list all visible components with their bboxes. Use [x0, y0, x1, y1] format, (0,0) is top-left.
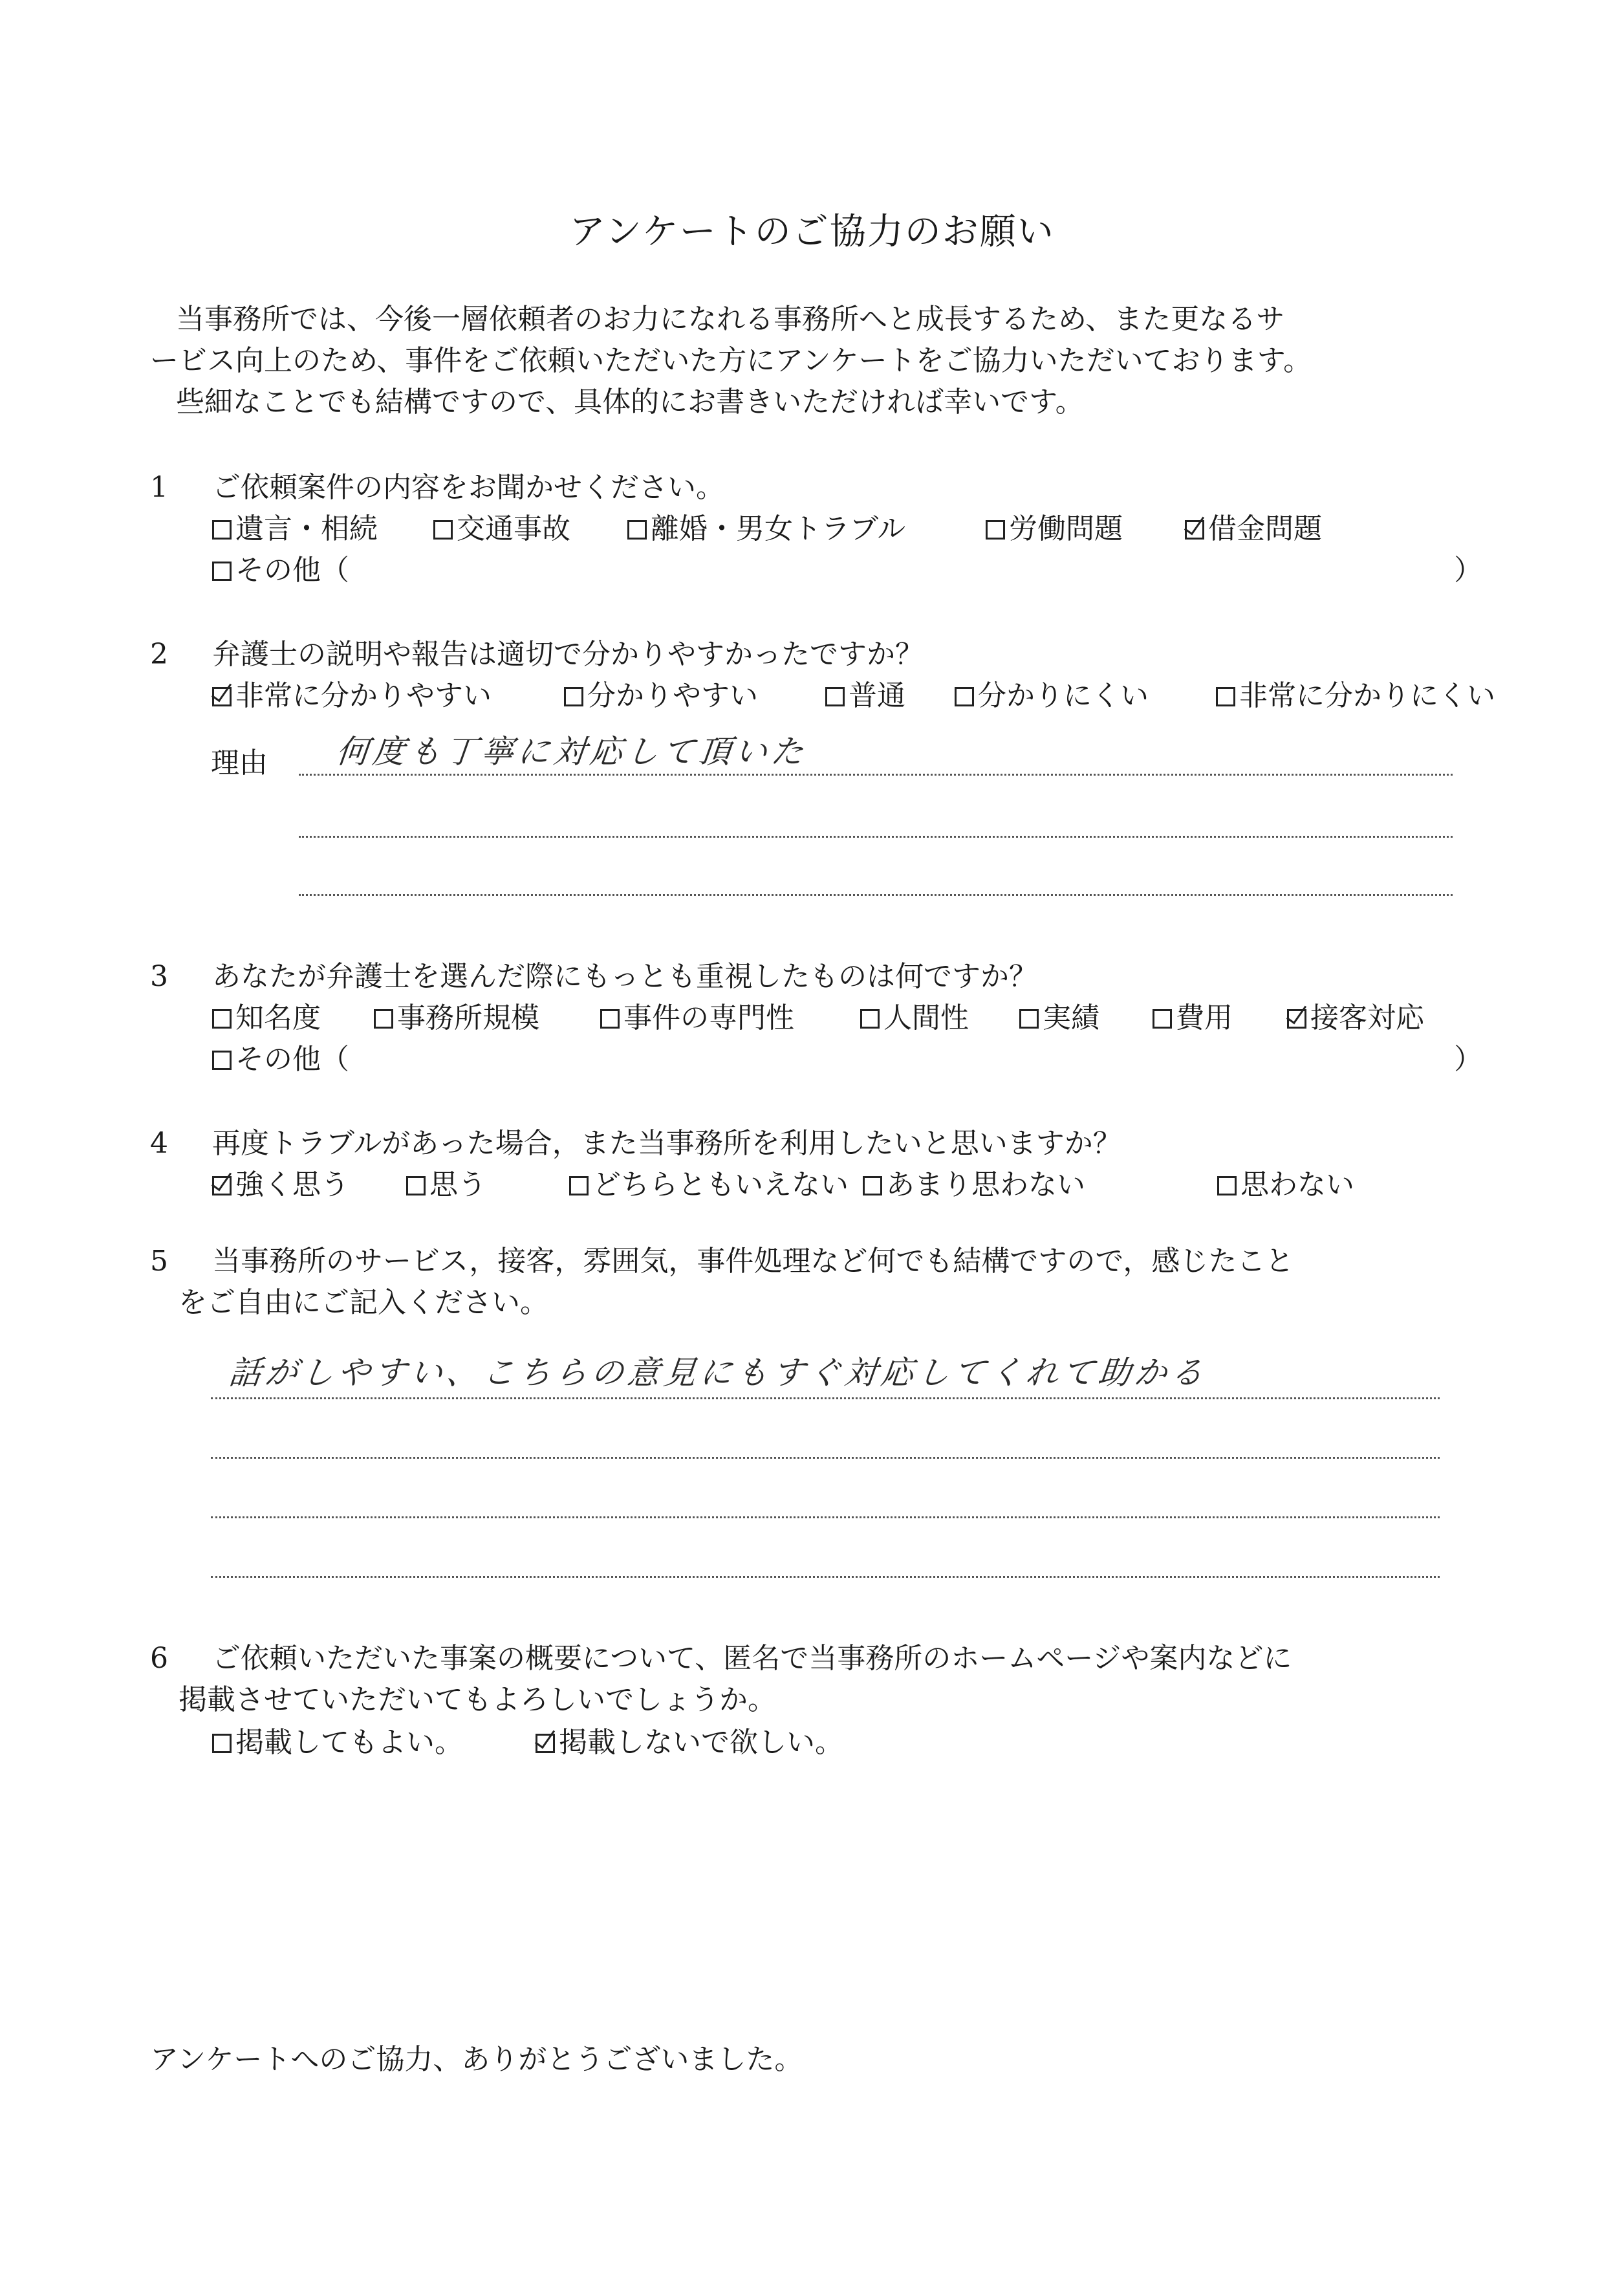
question-text: ご依頼案件の内容をお聞かせください。: [212, 471, 724, 504]
option-label: 事件の専門性: [623, 1001, 794, 1034]
intro-paragraph: [150, 299, 1495, 422]
option-firm-size[interactable]: [374, 998, 539, 1039]
handwritten-reason: 何度も丁寧に対応して頂いた: [334, 733, 810, 770]
option-personality[interactable]: [860, 998, 969, 1039]
question-number: 6: [150, 1642, 168, 1675]
checkbox-icon[interactable]: [986, 520, 1005, 540]
checked-checkbox-icon[interactable]: [212, 1176, 232, 1195]
checked-checkbox-icon[interactable]: [212, 687, 232, 706]
checkbox-icon[interactable]: [406, 1176, 426, 1195]
checked-checkbox-icon[interactable]: [536, 1734, 555, 1753]
comment-line-1[interactable]: [211, 1397, 1440, 1399]
reason-line-1[interactable]: [299, 774, 1453, 776]
question-number: 5: [150, 1245, 168, 1278]
option-label: 人間性: [883, 1001, 969, 1034]
option-label: 普通: [849, 679, 905, 712]
checkbox-icon[interactable]: [212, 1734, 232, 1753]
reason-line-2[interactable]: [299, 836, 1453, 838]
comment-line-4[interactable]: [211, 1576, 1440, 1578]
option-label: 離婚・男女トラブル: [651, 512, 906, 545]
option-normal[interactable]: [825, 675, 905, 717]
checkbox-icon[interactable]: [212, 520, 232, 540]
option-other[interactable]: [212, 1039, 349, 1080]
option-label: 事務所規模: [397, 1001, 539, 1034]
option-label: 強く思う: [235, 1168, 349, 1201]
checkbox-icon[interactable]: [825, 687, 845, 706]
option-traffic-accident[interactable]: [433, 508, 570, 550]
option-expertise[interactable]: [600, 998, 794, 1039]
question-text: あなたが弁護士を選んだ際にもっとも重視したものは何ですか？: [212, 960, 1037, 993]
question-text: 再度トラブルがあった場合，また当事務所を利用したいと思いますか？: [212, 1127, 1121, 1160]
option-divorce[interactable]: [627, 508, 905, 550]
checkbox-icon[interactable]: [863, 1176, 882, 1195]
option-neutral[interactable]: [569, 1164, 849, 1206]
comment-line-3[interactable]: [211, 1516, 1440, 1518]
intro-line: 些細なことでも結構ですので、具体的にお書きいただければ幸いです。: [176, 385, 1084, 419]
reason-label: 理由: [211, 747, 268, 780]
option-track-record[interactable]: [1019, 998, 1099, 1039]
option-inheritance[interactable]: [212, 508, 378, 550]
option-customer-service[interactable]: [1287, 998, 1424, 1039]
option-publish-no[interactable]: [536, 1722, 843, 1763]
option-label: その他（: [235, 1043, 349, 1076]
option-very-clear[interactable]: [212, 675, 492, 717]
question-text-continued: をご自由にご記入ください。: [179, 1286, 548, 1319]
option-agree[interactable]: [406, 1164, 486, 1206]
option-label: 借金問題: [1208, 512, 1322, 545]
option-label: 掲載しないで欲しい。: [559, 1726, 843, 1759]
option-label: 非常に分かりやすい: [235, 679, 492, 712]
checkbox-icon[interactable]: [1217, 1176, 1237, 1195]
option-fees[interactable]: [1153, 998, 1233, 1039]
checked-checkbox-icon[interactable]: [1185, 520, 1204, 540]
option-label: 接客対応: [1310, 1001, 1424, 1034]
checkbox-icon[interactable]: [627, 520, 647, 540]
option-strongly-agree[interactable]: [212, 1164, 349, 1206]
option-label: 実績: [1043, 1001, 1099, 1034]
option-label: 遺言・相続: [235, 512, 378, 545]
closing-message: アンケートへのご協力、ありがとうございました。: [150, 2043, 803, 2076]
option-label: 思わない: [1240, 1168, 1354, 1201]
option-label: 分かりにくい: [978, 679, 1149, 712]
page-title: アンケートのご協力のお願い: [569, 211, 1055, 253]
question-number: 4: [150, 1127, 168, 1160]
question-text-continued: 掲載させていただいてもよろしいでしょうか。: [179, 1683, 776, 1716]
question-text: ご依頼いただいた事案の概要について、匿名で当事務所のホームページや案内などに: [212, 1642, 1292, 1675]
option-label: 非常に分かりにくい: [1239, 679, 1495, 712]
question-number: 3: [150, 960, 168, 993]
checkbox-icon[interactable]: [955, 687, 974, 706]
option-label: 交通事故: [457, 512, 570, 545]
question-text: 当事務所のサービス，接客，雰囲気，事件処理など何でも結構ですので，感じたこと: [212, 1245, 1294, 1278]
intro-line: ービス向上のため、事件をご依頼いただいた方にアンケートをご協力いただいております。: [150, 344, 1312, 377]
option-label: あまり思わない: [886, 1168, 1085, 1201]
option-label: 労働問題: [1009, 512, 1123, 545]
option-label: どちらともいえない: [592, 1168, 849, 1201]
question-text: 弁護士の説明や報告は適切で分かりやすかったですか？: [212, 638, 924, 671]
question-number: 2: [150, 638, 168, 671]
option-unclear[interactable]: [955, 675, 1149, 717]
checkbox-icon[interactable]: [374, 1009, 393, 1029]
option-label: 思う: [429, 1168, 486, 1201]
question-number: 1: [150, 471, 168, 504]
checkbox-icon[interactable]: [212, 1009, 232, 1029]
checkbox-icon[interactable]: [564, 687, 583, 706]
option-debt[interactable]: [1185, 508, 1322, 550]
checkbox-icon[interactable]: [860, 1009, 880, 1029]
option-disagree[interactable]: [863, 1164, 1085, 1206]
option-label: 知名度: [235, 1001, 321, 1034]
checkbox-icon[interactable]: [212, 1051, 232, 1070]
option-reputation[interactable]: [212, 998, 321, 1039]
handwritten-comment: 話がしやすい、こちらの意見にもすぐ対応してくれて助かる: [226, 1354, 1209, 1392]
checked-checkbox-icon[interactable]: [1287, 1009, 1306, 1029]
checkbox-icon[interactable]: [600, 1009, 620, 1029]
checkbox-icon[interactable]: [1153, 1009, 1172, 1029]
option-clear[interactable]: [564, 675, 758, 717]
option-label: 分かりやすい: [587, 679, 758, 712]
checkbox-icon[interactable]: [1019, 1009, 1039, 1029]
checkbox-icon[interactable]: [212, 562, 232, 581]
option-strongly-disagree[interactable]: [1217, 1164, 1354, 1206]
option-label: 費用: [1176, 1001, 1233, 1034]
option-label: 掲載してもよい。: [235, 1726, 463, 1759]
other-paren-close: ）: [1454, 1043, 1482, 1076]
other-paren-close: ）: [1454, 554, 1482, 587]
intro-line: 当事務所では、今後一層依頼者のお力になれる事務所へと成長するため、また更なるサ: [176, 303, 1285, 336]
option-very-unclear[interactable]: [1216, 675, 1495, 717]
option-publish-ok[interactable]: [212, 1722, 463, 1763]
checkbox-icon[interactable]: [433, 520, 453, 540]
option-label: その他（: [235, 554, 349, 587]
checkbox-icon[interactable]: [569, 1176, 589, 1195]
option-other[interactable]: [212, 550, 349, 591]
checkbox-icon[interactable]: [1216, 687, 1235, 706]
reason-line-3[interactable]: [299, 894, 1453, 896]
option-labor[interactable]: [986, 508, 1123, 550]
comment-line-2[interactable]: [211, 1457, 1440, 1459]
